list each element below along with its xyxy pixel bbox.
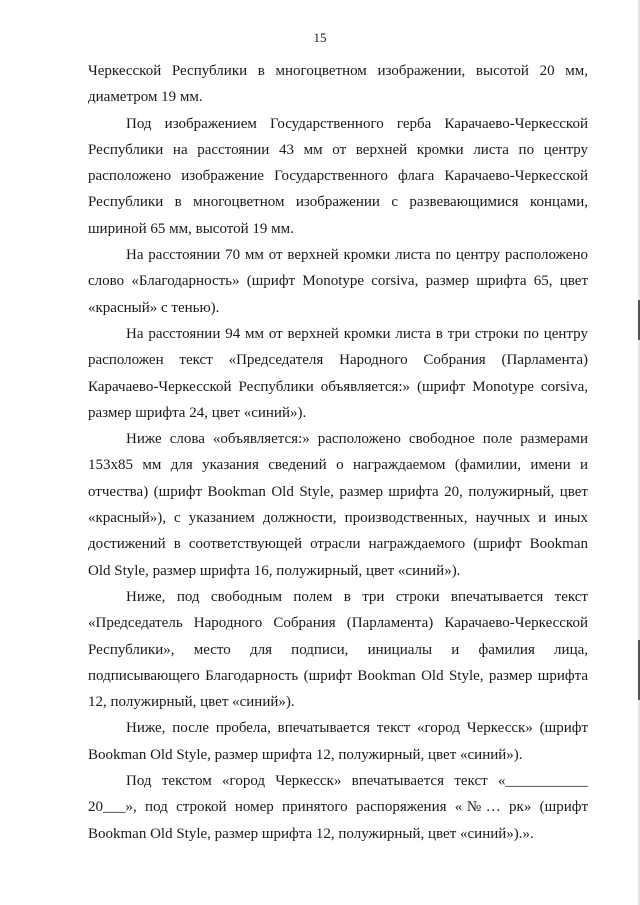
page-number: 15 [313, 30, 327, 45]
paragraph-continuation: Черкесской Республики в многоцветном изображении, высотой 20 мм, диаметром 19 мм. [88, 63, 588, 106]
paragraph-free-field: Ниже слова «объявляется:» расположено свободное поле размерами 153х85 мм для указания сведений о награждаемом (фамилии, имени и отчества) (шрифт Bookman Old Style, размер шрифта 20, полужирный, цвет «красный»), с указанием должности, производственных, научных и иных достижений в соответствующей отрасли награждаемого (шрифт Bookman Old Style, размер шрифта 16, полужирный, цвет «синий»). [88, 431, 588, 579]
paragraph-date-number: Под текстом «город Черкесск» впечатывается текст «___________ 20___», под строкой номер принятого распоряжения «№… рк» (шрифт Bookman Old Style, размер шрифта 12, полужирный, цвет «синий»).». [88, 773, 588, 842]
paragraph-flag-description: Под изображением Государственного герба Карачаево-Черкесской Республики на расстоянии 43 мм от верхней кромки листа по центру расположено изображение Государственного флага Карачаево-Черкесской Республики в многоцветном изображении с развевающимися концами, шириной 65 мм, высотой 19 мм. [88, 115, 588, 237]
paragraph-city: Ниже, после пробела, впечатывается текст «город Черкесск» (шрифт Bookman Old Style, размер шрифта 12, полужирный, цвет «синий»). [88, 720, 588, 763]
paragraph-gratitude-word: На расстоянии 70 мм от верхней кромки листа по центру расположено слово «Благодарность» (шрифт Monotype corsiva, размер шрифта 65, цвет «красный» с тенью). [88, 247, 588, 316]
document-body [88, 58, 588, 847]
paragraph-chairman-text: На расстоянии 94 мм от верхней кромки листа в три строки по центру расположен текст «Председателя Народного Собрания (Парламента) Карачаево-Черкесской Республики объявляется:» (шрифт Monotype corsiva, размер шрифта 24, цвет «синий»). [88, 325, 588, 421]
paragraph-signature: Ниже, под свободным полем в три строки впечатывается текст «Председатель Народного Собрания (Парламента) Карачаево-Черкесской Республики», место для подписи, инициалы и фамилия лица, подписывающего Благодарность (шрифт Bookman Old Style, размер шрифта 12, полужирный, цвет «синий»). [88, 588, 588, 711]
